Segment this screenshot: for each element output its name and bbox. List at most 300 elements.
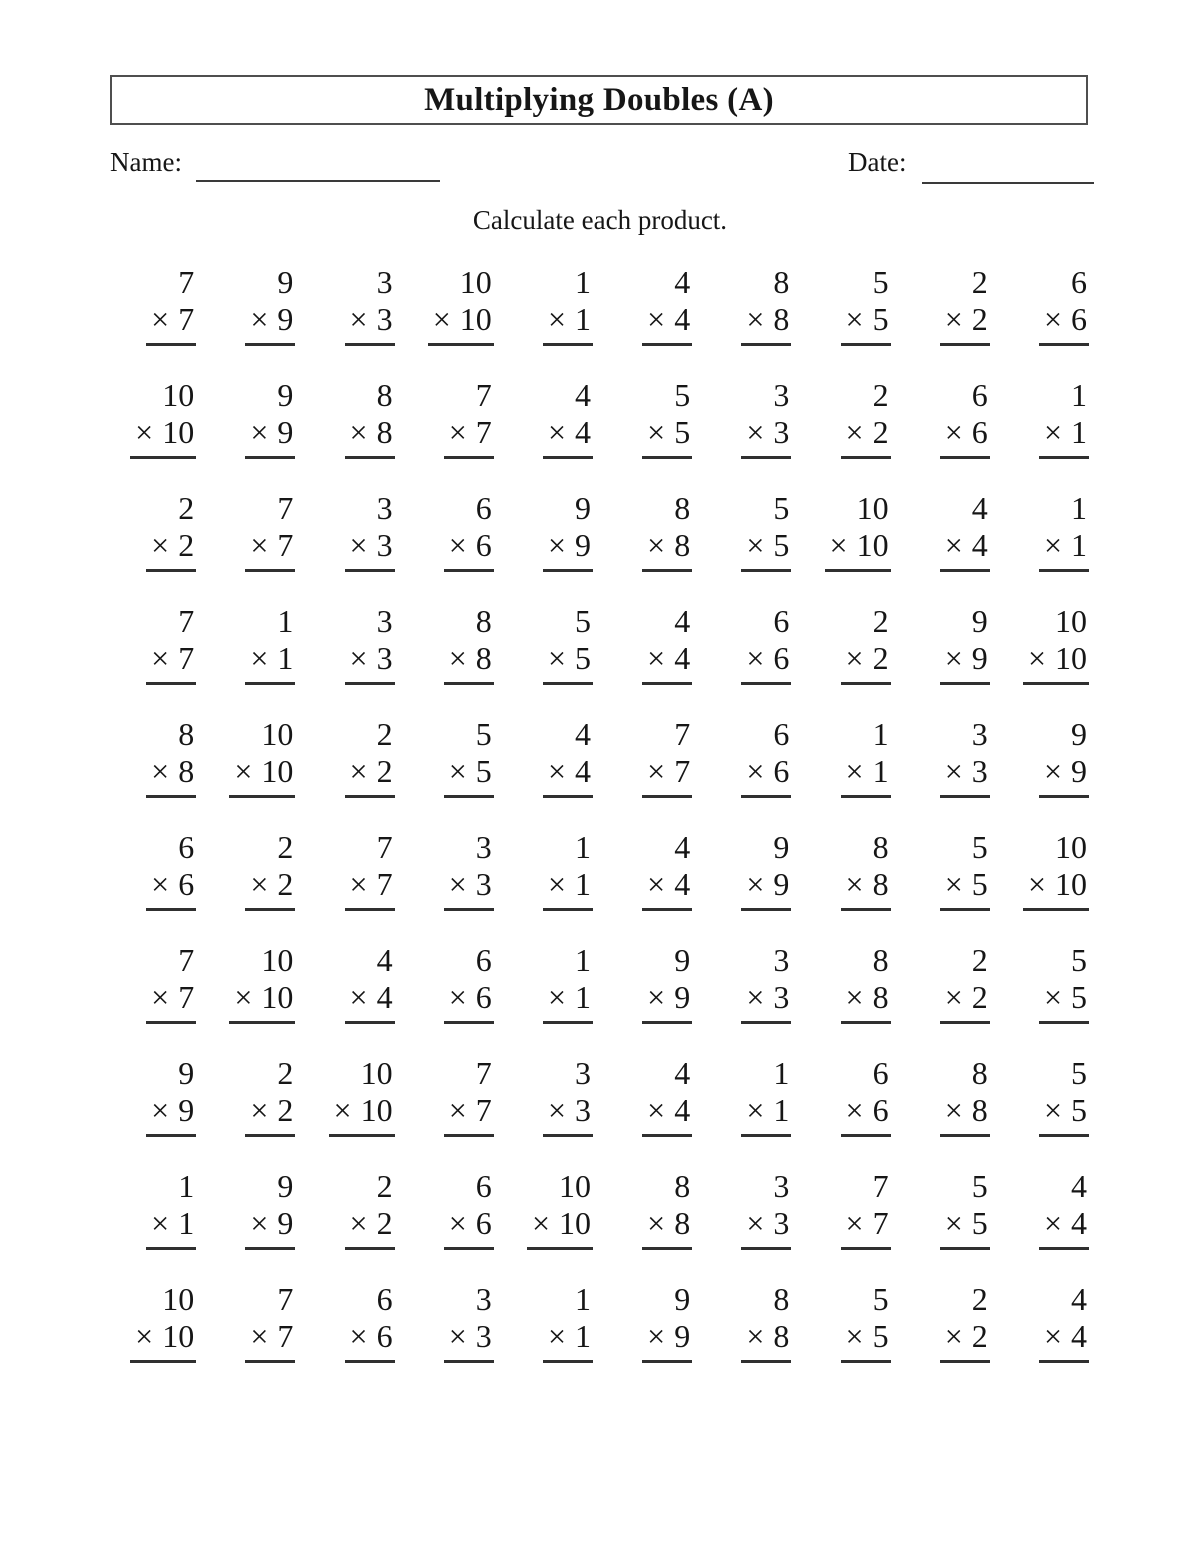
problem-cell — [444, 1275, 494, 1388]
multiplier-row — [130, 416, 196, 459]
multiplier-row — [543, 416, 593, 459]
multiply-icon: × — [349, 1318, 368, 1354]
multiplier-row — [146, 981, 196, 1024]
multiplier-row — [642, 868, 692, 911]
multiplier: 2 — [971, 301, 988, 337]
problem-cell — [543, 371, 593, 484]
multiplier-row — [245, 529, 295, 572]
multiply-icon: × — [944, 753, 963, 789]
multiply-icon: × — [845, 1092, 864, 1128]
multiply-icon: × — [349, 866, 368, 902]
multiplier: 3 — [773, 979, 790, 1015]
problem-cell — [940, 936, 990, 1049]
multiplier-row — [543, 1320, 593, 1363]
multiplier-row — [940, 755, 990, 798]
multiply-icon: × — [547, 527, 566, 563]
multiplier-row — [146, 1094, 196, 1137]
multiplier-row — [841, 416, 891, 459]
multiplier-row — [543, 981, 593, 1024]
problem-cell — [345, 1162, 395, 1275]
multiplier-row — [444, 868, 494, 911]
multiplicand: 10 — [162, 1281, 195, 1317]
problem-cell — [1023, 823, 1089, 936]
multiplier: 7 — [475, 414, 492, 450]
multiplicand: 6 — [1070, 264, 1087, 300]
problem-cell — [940, 1162, 990, 1275]
multiplicand: 7 — [376, 829, 393, 865]
multiplier-row — [345, 529, 395, 572]
problem-cell — [345, 823, 395, 936]
multiplicand: 9 — [1070, 716, 1087, 752]
problem-cell — [543, 484, 593, 597]
problem-cell — [345, 484, 395, 597]
multiplier-row — [345, 1207, 395, 1250]
problem-cell — [741, 484, 791, 597]
multiplier-row — [527, 1207, 593, 1250]
multiplier: 1 — [773, 1092, 790, 1128]
multiply-icon: × — [547, 753, 566, 789]
multiply-icon: × — [448, 753, 467, 789]
multiplier-row — [1039, 755, 1089, 798]
multiplicand: 10 — [558, 1168, 591, 1204]
problem-cell — [444, 1049, 494, 1162]
multiply-icon: × — [250, 866, 269, 902]
multiplier: 1 — [277, 640, 294, 676]
multiplicand: 10 — [1054, 603, 1087, 639]
multiplicand: 4 — [674, 264, 691, 300]
problem-cell — [642, 484, 692, 597]
multiplier: 7 — [178, 640, 195, 676]
multiplier-row — [444, 642, 494, 685]
multiplier: 7 — [178, 979, 195, 1015]
multiplier-row — [642, 1320, 692, 1363]
multiplier: 6 — [475, 1205, 492, 1241]
multiplier: 1 — [178, 1205, 195, 1241]
multiplier-row — [543, 529, 593, 572]
problem-cell — [146, 597, 196, 710]
multiplicand: 3 — [773, 942, 790, 978]
multiplicand: 3 — [376, 490, 393, 526]
multiplicand: 6 — [376, 1281, 393, 1317]
multiplicand: 4 — [1070, 1168, 1087, 1204]
multiply-icon: × — [845, 640, 864, 676]
multiplicand: 8 — [674, 490, 691, 526]
problem-cell — [642, 1162, 692, 1275]
multiplier: 4 — [574, 414, 591, 450]
multiplier-row — [1039, 981, 1089, 1024]
multiplicand: 2 — [971, 942, 988, 978]
multiply-icon: × — [250, 414, 269, 450]
multiplicand: 9 — [773, 829, 790, 865]
multiply-icon: × — [250, 1318, 269, 1354]
multiply-icon: × — [944, 1318, 963, 1354]
multiplicand: 8 — [872, 942, 889, 978]
multiplicand: 5 — [574, 603, 591, 639]
multiply-icon: × — [151, 301, 170, 337]
multiplicand: 9 — [178, 1055, 195, 1091]
multiplier: 7 — [475, 1092, 492, 1128]
multiply-icon: × — [647, 1205, 666, 1241]
problem-cell — [345, 371, 395, 484]
multiplier-row — [146, 868, 196, 911]
multiply-icon: × — [845, 1318, 864, 1354]
problem-cell — [841, 936, 891, 1049]
multiplier-row — [841, 303, 891, 346]
multiplier-row — [940, 529, 990, 572]
multiplier: 7 — [178, 301, 195, 337]
multiplicand: 8 — [773, 1281, 790, 1317]
multiplier: 2 — [971, 1318, 988, 1354]
multiplicand: 8 — [971, 1055, 988, 1091]
multiplier-row — [741, 1094, 791, 1137]
multiply-icon: × — [547, 414, 566, 450]
multiplier: 9 — [574, 527, 591, 563]
multiplier-row — [841, 868, 891, 911]
multiplicand: 10 — [459, 264, 492, 300]
multiplier-row — [642, 303, 692, 346]
problem-cell — [444, 823, 494, 936]
multiplicand: 4 — [674, 603, 691, 639]
multiply-icon: × — [845, 301, 864, 337]
multiplier: 8 — [872, 866, 889, 902]
multiplier: 6 — [475, 979, 492, 1015]
multiplier-row — [940, 981, 990, 1024]
multiplicand: 6 — [178, 829, 195, 865]
multiplier: 8 — [674, 527, 691, 563]
multiplier-row — [444, 529, 494, 572]
problem-cell — [146, 936, 196, 1049]
multiply-icon: × — [151, 1205, 170, 1241]
multiply-icon: × — [746, 414, 765, 450]
multiplier-row — [642, 416, 692, 459]
problem-cell — [130, 1275, 196, 1388]
problem-cell — [841, 597, 891, 710]
multiply-icon: × — [547, 866, 566, 902]
problem-cell — [146, 258, 196, 371]
problem-cell — [245, 371, 295, 484]
multiplier-row — [444, 755, 494, 798]
multiplier: 1 — [574, 866, 591, 902]
multiply-icon: × — [151, 1092, 170, 1128]
multiplier-row — [345, 416, 395, 459]
multiply-icon: × — [349, 414, 368, 450]
multiplicand: 5 — [773, 490, 790, 526]
problem-cell — [940, 258, 990, 371]
multiply-icon: × — [547, 1318, 566, 1354]
multiplier-row — [146, 529, 196, 572]
problem-cell — [444, 597, 494, 710]
multiplier-row — [841, 1320, 891, 1363]
multiplier: 6 — [376, 1318, 393, 1354]
multiplier: 10 — [162, 414, 195, 450]
multiplicand: 10 — [1054, 829, 1087, 865]
multiplier: 3 — [376, 301, 393, 337]
multiplicand: 5 — [1070, 1055, 1087, 1091]
multiplier: 10 — [360, 1092, 393, 1128]
multiply-icon: × — [647, 640, 666, 676]
problem-cell — [1039, 936, 1089, 1049]
problem-cell — [642, 1275, 692, 1388]
multiplier-row — [245, 1320, 295, 1363]
multiplier-row — [825, 529, 891, 572]
multiplier-row — [543, 1094, 593, 1137]
problem-cell — [1039, 258, 1089, 371]
multiplier: 7 — [674, 753, 691, 789]
multiplicand: 1 — [773, 1055, 790, 1091]
multiplier: 1 — [872, 753, 889, 789]
multiplier: 1 — [574, 301, 591, 337]
worksheet-title-box — [110, 75, 1088, 125]
problem-cell — [642, 936, 692, 1049]
problem-cell — [229, 936, 295, 1049]
multiplier: 5 — [971, 1205, 988, 1241]
multiplier-row — [741, 416, 791, 459]
multiplicand: 9 — [277, 1168, 294, 1204]
multiply-icon: × — [829, 527, 848, 563]
multiply-icon: × — [845, 414, 864, 450]
multiply-icon: × — [944, 527, 963, 563]
multiplicand: 3 — [773, 1168, 790, 1204]
multiplicand: 6 — [872, 1055, 889, 1091]
multiplicand: 1 — [574, 264, 591, 300]
multiplier-row — [741, 642, 791, 685]
multiplicand: 5 — [1070, 942, 1087, 978]
problem-cell — [741, 823, 791, 936]
multiplier: 5 — [674, 414, 691, 450]
problem-cell — [543, 597, 593, 710]
multiply-icon: × — [845, 979, 864, 1015]
problem-cell — [940, 484, 990, 597]
multiply-icon: × — [746, 640, 765, 676]
multiplier: 5 — [475, 753, 492, 789]
multiplicand: 3 — [574, 1055, 591, 1091]
multiply-icon: × — [151, 640, 170, 676]
date-label: Date: — [848, 147, 907, 177]
problem-cell — [1023, 597, 1089, 710]
multiply-icon: × — [944, 414, 963, 450]
multiply-icon: × — [349, 301, 368, 337]
multiplier: 10 — [261, 753, 294, 789]
multiplier-row — [642, 642, 692, 685]
multiplicand: 8 — [475, 603, 492, 639]
problem-cell — [146, 1162, 196, 1275]
multiplier: 8 — [773, 301, 790, 337]
multiplier: 5 — [872, 1318, 889, 1354]
multiplier: 9 — [971, 640, 988, 676]
multiplier-row — [1039, 416, 1089, 459]
multiplicand: 4 — [574, 377, 591, 413]
multiplicand: 1 — [574, 1281, 591, 1317]
problem-cell — [444, 371, 494, 484]
multiplier: 1 — [1070, 527, 1087, 563]
multiplier: 2 — [277, 1092, 294, 1128]
problem-cell — [741, 1049, 791, 1162]
multiplier: 4 — [1070, 1205, 1087, 1241]
problem-cell — [245, 1162, 295, 1275]
problem-cell — [245, 1275, 295, 1388]
multiplicand: 2 — [178, 490, 195, 526]
instruction-text: Calculate each product. — [472, 205, 728, 235]
multiplicand: 1 — [1070, 490, 1087, 526]
problem-cell — [940, 1049, 990, 1162]
problem-cell — [940, 371, 990, 484]
multiplier-row — [543, 642, 593, 685]
multiplier: 2 — [872, 640, 889, 676]
problem-cell — [146, 710, 196, 823]
multiplicand: 9 — [574, 490, 591, 526]
problem-cell — [444, 1162, 494, 1275]
problem-cell — [642, 371, 692, 484]
multiplicand: 4 — [674, 829, 691, 865]
problem-cell — [741, 710, 791, 823]
multiplicand: 1 — [277, 603, 294, 639]
problem-cell — [1039, 710, 1089, 823]
multiply-icon: × — [349, 979, 368, 1015]
multiply-icon: × — [1027, 640, 1046, 676]
problem-cell — [1039, 1275, 1089, 1388]
multiplier-row — [841, 1207, 891, 1250]
multiplier: 10 — [1054, 866, 1087, 902]
multiplicand: 8 — [178, 716, 195, 752]
multiply-icon: × — [531, 1205, 550, 1241]
multiplier: 6 — [178, 866, 195, 902]
multiplicand: 7 — [475, 1055, 492, 1091]
multiplier-row — [642, 981, 692, 1024]
multiplier: 1 — [1070, 414, 1087, 450]
multiply-icon: × — [349, 753, 368, 789]
multiply-icon: × — [151, 753, 170, 789]
problem-cell — [146, 484, 196, 597]
multiplier-row — [940, 1207, 990, 1250]
multiplicand: 6 — [773, 716, 790, 752]
multiplier-row — [444, 1207, 494, 1250]
problem-cell — [543, 258, 593, 371]
problem-cell — [345, 710, 395, 823]
problem-cell — [1039, 484, 1089, 597]
multiplicand: 3 — [475, 1281, 492, 1317]
problem-cell — [543, 1049, 593, 1162]
multiplier: 9 — [277, 414, 294, 450]
multiplicand: 7 — [178, 264, 195, 300]
multiplier: 4 — [971, 527, 988, 563]
multiplier: 10 — [558, 1205, 591, 1241]
multiplier: 6 — [475, 527, 492, 563]
multiplier: 4 — [574, 753, 591, 789]
multiplier: 3 — [574, 1092, 591, 1128]
multiply-icon: × — [448, 1092, 467, 1128]
multiplier-row — [146, 303, 196, 346]
multiplicand: 10 — [856, 490, 889, 526]
multiply-icon: × — [746, 527, 765, 563]
multiplicand: 7 — [475, 377, 492, 413]
multiplicand: 3 — [376, 603, 393, 639]
multiplier-row — [245, 1207, 295, 1250]
multiply-icon: × — [547, 301, 566, 337]
multiply-icon: × — [944, 979, 963, 1015]
multiply-icon: × — [250, 301, 269, 337]
problem-cell — [642, 710, 692, 823]
multiplicand: 8 — [376, 377, 393, 413]
multiply-icon: × — [349, 527, 368, 563]
problem-cell — [245, 823, 295, 936]
multiply-icon: × — [448, 640, 467, 676]
multiplicand: 2 — [971, 264, 988, 300]
multiply-icon: × — [647, 414, 666, 450]
multiply-icon: × — [349, 640, 368, 676]
problem-cell — [841, 710, 891, 823]
problem-cell — [245, 597, 295, 710]
problem-cell — [543, 823, 593, 936]
multiplier-row — [642, 755, 692, 798]
multiplicand: 9 — [674, 1281, 691, 1317]
problem-cell — [940, 710, 990, 823]
multiplicand: 8 — [773, 264, 790, 300]
multiply-icon: × — [1043, 979, 1062, 1015]
problem-cell — [444, 484, 494, 597]
multiplier-row — [245, 868, 295, 911]
problem-cell — [741, 1275, 791, 1388]
multiplier: 2 — [872, 414, 889, 450]
multiply-icon: × — [1043, 1205, 1062, 1241]
multiply-icon: × — [1027, 866, 1046, 902]
problem-cell — [1039, 1049, 1089, 1162]
problem-cell — [1039, 371, 1089, 484]
problem-cell — [841, 823, 891, 936]
problem-cell — [1039, 1162, 1089, 1275]
multiplier: 4 — [674, 866, 691, 902]
problem-cell — [841, 1162, 891, 1275]
multiplier: 4 — [376, 979, 393, 1015]
multiplier-row — [245, 1094, 295, 1137]
problem-cell — [741, 936, 791, 1049]
problem-cell — [841, 1275, 891, 1388]
multiplier-row — [642, 1207, 692, 1250]
multiply-icon: × — [448, 414, 467, 450]
problem-cell — [841, 371, 891, 484]
multiplier-row — [345, 642, 395, 685]
multiplier: 8 — [674, 1205, 691, 1241]
multiplier-row — [543, 755, 593, 798]
multiply-icon: × — [845, 866, 864, 902]
problem-cell — [428, 258, 494, 371]
multiplicand: 7 — [277, 490, 294, 526]
problem-cell — [345, 1275, 395, 1388]
multiplier-row — [841, 755, 891, 798]
multiplier: 9 — [277, 1205, 294, 1241]
multiply-icon: × — [746, 753, 765, 789]
problem-cell — [741, 1162, 791, 1275]
multiply-icon: × — [1043, 753, 1062, 789]
page-title: Multiplying Doubles (A) — [424, 81, 774, 118]
multiplier-row — [444, 981, 494, 1024]
multiplicand: 2 — [872, 603, 889, 639]
multiplicand: 6 — [971, 377, 988, 413]
multiplier: 4 — [674, 1092, 691, 1128]
multiplier-row — [146, 642, 196, 685]
multiplier: 4 — [674, 301, 691, 337]
multiplier: 7 — [277, 1318, 294, 1354]
name-blank-line — [196, 180, 440, 182]
multiplier-row — [1023, 868, 1089, 911]
multiplier: 2 — [376, 1205, 393, 1241]
multiplicand: 10 — [162, 377, 195, 413]
multiplicand: 7 — [674, 716, 691, 752]
multiply-icon: × — [547, 1092, 566, 1128]
multiplicand: 2 — [872, 377, 889, 413]
multiplicand: 6 — [475, 490, 492, 526]
multiply-icon: × — [448, 979, 467, 1015]
multiply-icon: × — [647, 979, 666, 1015]
